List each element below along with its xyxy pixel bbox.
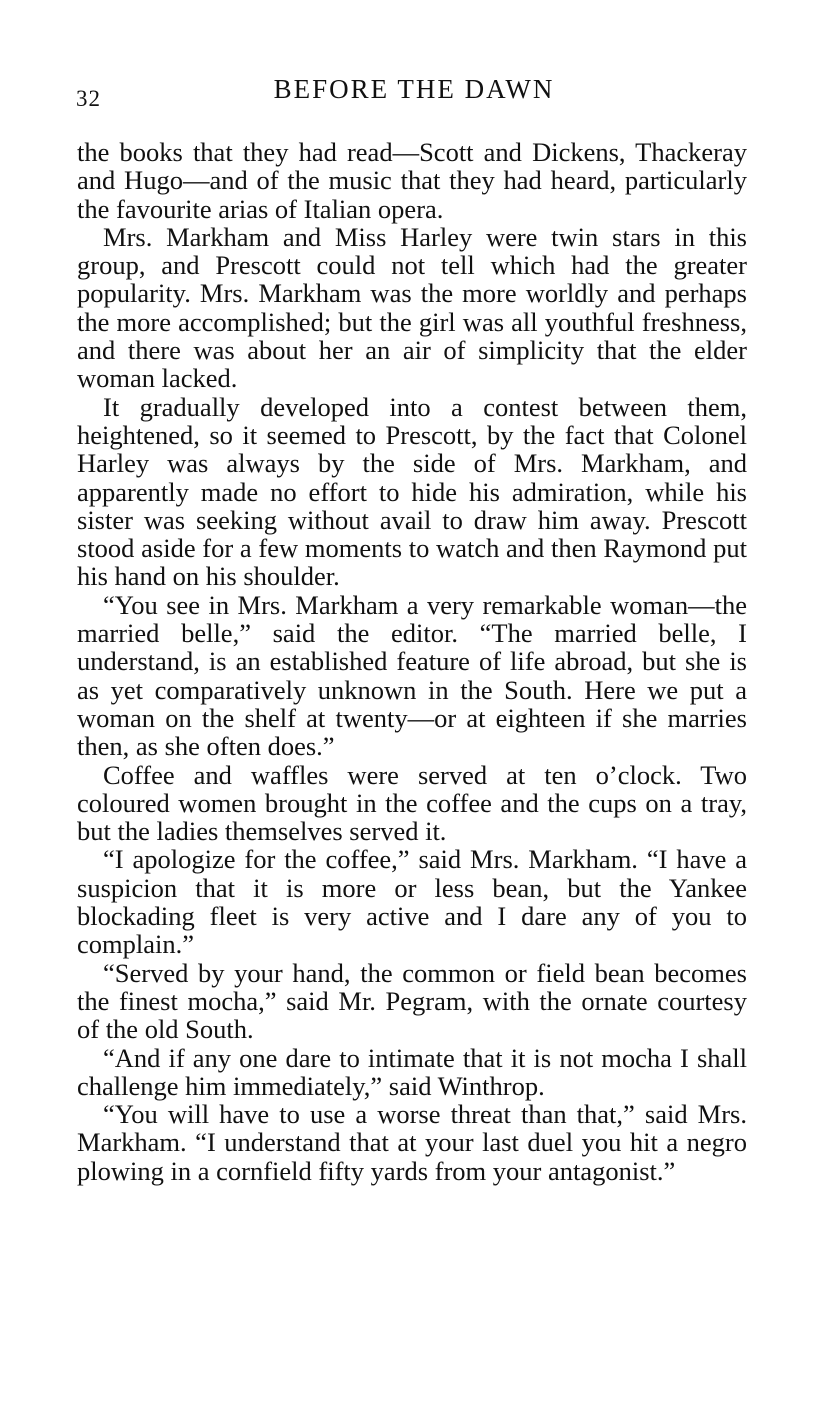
page-header [76,72,752,111]
paragraph: It gradually developed into a contest between them, heightened, so it seemed to Prescott, by the fact that Colonel Harley was always by the side of Mrs. Markham, and apparently made no effort to hide his admiration, while his sister was seeking without avail to draw him away. Prescott stood aside for a few moments to watch and then Raymond put his hand on his shoulder. [77,391,747,592]
paragraph: the books that they had read—Scott and Dickens, Thackeray and Hugo—and of the music that they had heard, particularly the favourite arias of Italian opera. [77,137,747,224]
paragraph: “And if any one dare to intimate that it is not mocha I shall challenge him immediately,” said Winthrop. [77,1042,747,1101]
paragraph: “I apologize for the coffee,” said Mrs. Markham. “I have a suspicion that it is more or less bean, but the Yankee blockading fleet is very active and I dare any of you to complain.” [77,844,747,960]
paragraph: “Served by your hand, the common or field bean becomes the finest mocha,” said Mr. Pegram, with the ornate courtesy of the old South. [77,957,747,1045]
paragraph: “You will have to use a worse threat than that,” said Mrs. Markham. “I understand that at your last duel you hit a negro plowing in a cornfield fifty yards from your antagonist.” [77,1099,747,1186]
body-text [77,138,747,1185]
paragraph: Coffee and waffles were served at ten o’clock. Two coloured women brought in the coffee and the cups on a tray, but the ladies themselves served it. [77,759,747,847]
page-number: 32 [76,86,101,111]
paragraph: Mrs. Markham and Miss Harley were twin stars in this group, and Prescott could not tell which had the greater popularity. Mrs. Markham was the more worldly and perhaps the more accomplished; but the girl was all youthful freshness, and there was about her an air of simplicity that the elder woman lacked. [77,221,747,394]
running-title: BEFORE THE DAWN [273,74,555,104]
paragraph: “You see in Mrs. Markham a very remarkable woman—the married belle,” said the editor. “The married belle, I understand, is an established feature of life abroad, but she is as yet comparatively unknown in the South. Here we put a woman on the shelf at twenty—or at eighteen if she marries then, as she often does.” [77,589,747,762]
